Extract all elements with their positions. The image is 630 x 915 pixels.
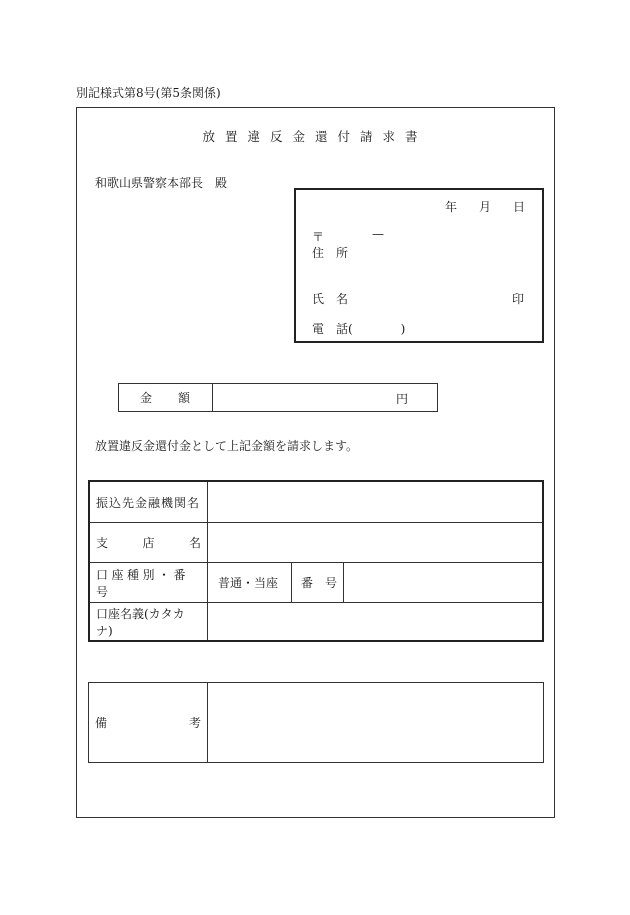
month-label: 月 <box>479 200 492 214</box>
postal-mark: 〒 <box>312 230 325 244</box>
number-label: 番 号 <box>292 563 344 602</box>
year-label: 年 <box>445 200 458 214</box>
address-label: 住 所 <box>312 246 349 260</box>
amount-label: 金額 <box>118 383 213 412</box>
institution-row[interactable] <box>90 482 542 523</box>
day-label: 日 <box>513 200 526 214</box>
branch-row[interactable] <box>90 523 542 563</box>
holder-row[interactable] <box>90 603 542 640</box>
account-number-field[interactable] <box>344 563 542 602</box>
addressee: 和歌山県警察本部長 殿 <box>95 176 228 190</box>
account-type-label: 口座種別・番号 <box>90 563 208 602</box>
holder-label: 口座名義(カタカナ) <box>90 603 208 640</box>
amount-unit: 円 <box>396 392 409 406</box>
postal-dash: — <box>372 227 384 241</box>
form-number-label: 別記様式第8号(第5条関係) <box>76 86 221 100</box>
account-type-options[interactable]: 普通・当座 <box>208 563 292 602</box>
date-line[interactable] <box>445 198 525 215</box>
request-statement: 放置違反金還付金として上記金額を請求します。 <box>95 439 359 453</box>
branch-label: 支 店 名 <box>90 523 208 562</box>
form-title: 放置違反金還付請求書 <box>202 129 428 144</box>
seal-mark: 印 <box>512 292 525 306</box>
bank-table <box>88 480 544 642</box>
phone-label: 電 話( ) <box>312 322 406 336</box>
remarks-box[interactable] <box>88 682 544 763</box>
account-type-row <box>90 563 542 603</box>
institution-label: 振込先金融機関名 <box>90 482 208 522</box>
name-label: 氏 名 <box>312 292 349 306</box>
remarks-label: 備 考 <box>89 683 208 762</box>
